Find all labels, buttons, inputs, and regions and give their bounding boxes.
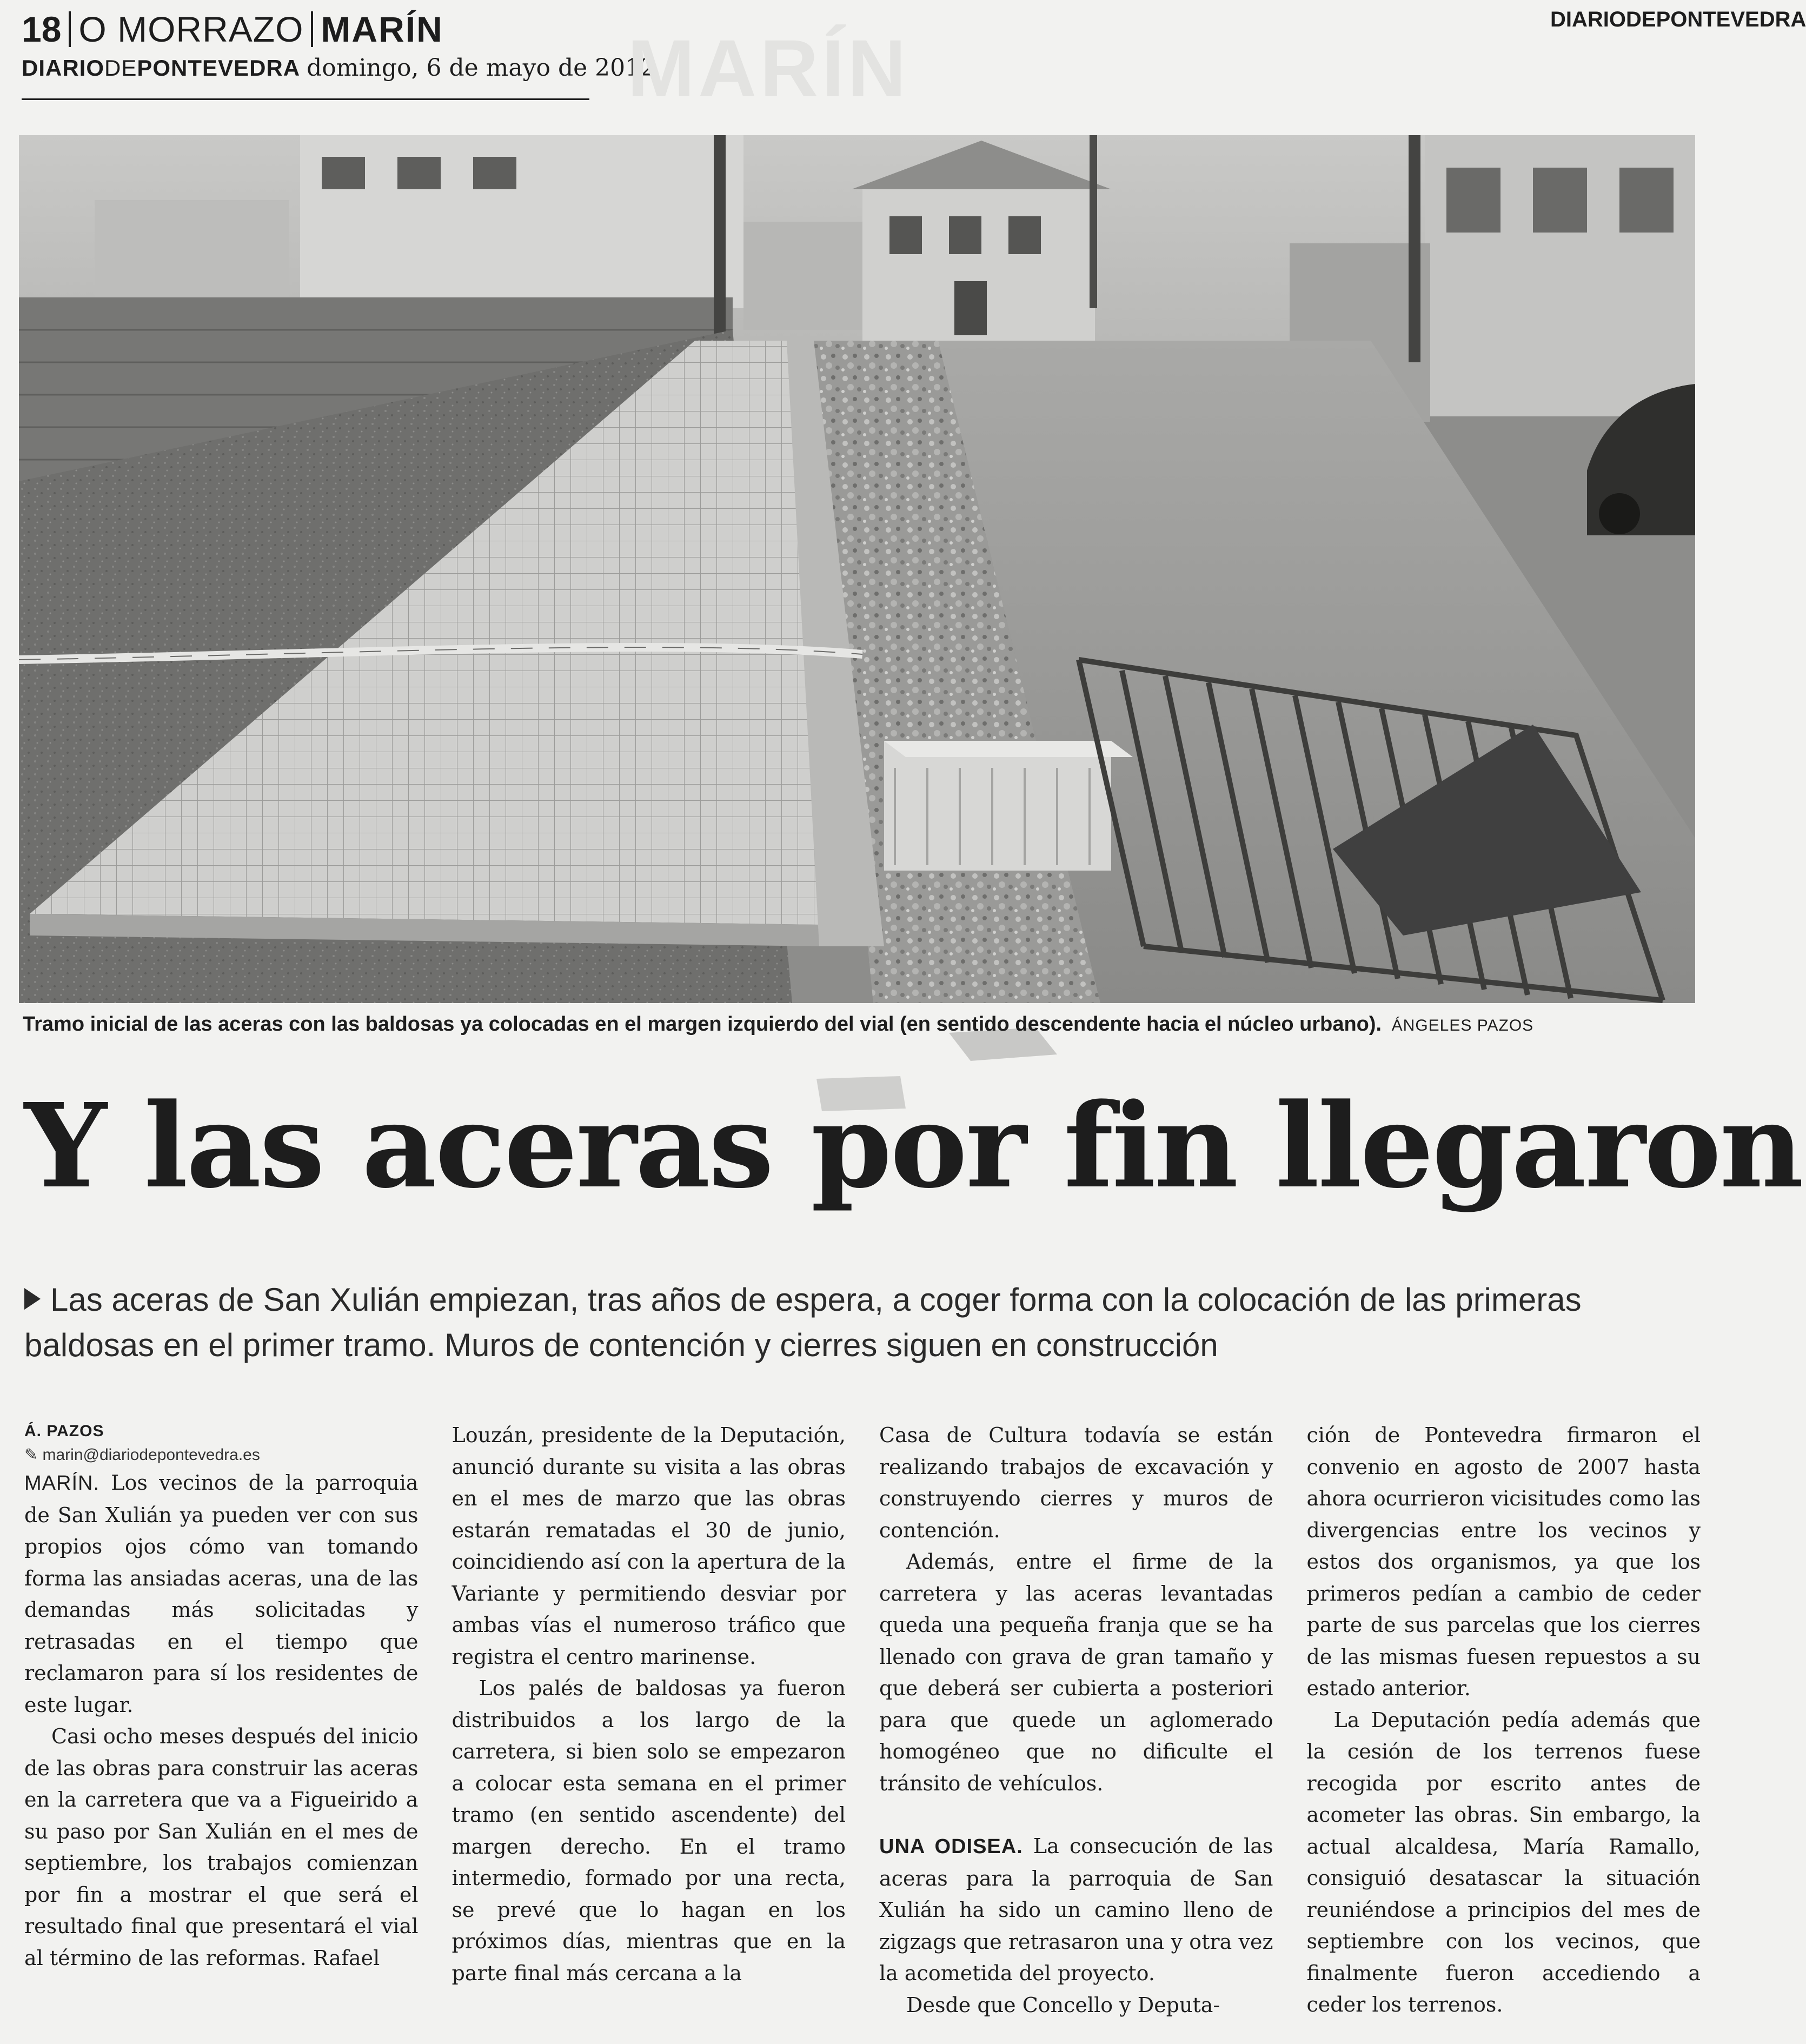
header-rule: [22, 98, 589, 100]
paragraph: Desde que Concello y Deputa-: [906, 1993, 1220, 2017]
paragraph: Además, entre el firme de la carretera y las aceras levantadas queda una pequeña franja que se ha llenado con grava de gran tamaño y que deberá ser cubierta a posteriori para que quede un aglomerado homogéneo que no dificulte el tránsito de vehículos.: [879, 1550, 1273, 1795]
header-divider: [69, 11, 71, 47]
right-masthead: DIARIODEPONTEVEDRA: [1550, 8, 1806, 31]
article-photo: [19, 135, 1695, 1003]
caption-text: Tramo inicial de las aceras con las baldosas ya colocadas en el margen izquierdo del vial (en sentido descendente hacia el núcleo urbano).: [23, 1013, 1382, 1036]
issue-date: domingo, 6 de mayo de 2012: [307, 54, 656, 82]
paragraph-text: Los vecinos de la parroquia de San Xulián ya pueden ver con sus propios ojos cómo van tomando forma las ansiadas aceras, una de las demandas más solicitadas y retrasadas en el tiempo que reclamaron para sí los residentes de este lugar.: [24, 1471, 419, 1717]
show-through-text: MARÍN: [627, 23, 909, 114]
email-text: marin@diariodepontevedra.es: [42, 1446, 260, 1464]
header-divider: [311, 11, 313, 47]
headline: Y las aceras por fin llegaron: [24, 1078, 1802, 1214]
town-name: MARÍN: [321, 9, 443, 49]
column-4: [1307, 1419, 1701, 2039]
street-works-photo: [19, 135, 1695, 1003]
page-number: 18: [22, 9, 62, 49]
paragraph: [879, 1830, 1273, 1989]
paragraph: ción de Pontevedra firmaron el convenio en agosto de 2007 hasta ahora ocurrieron vicisitudes como las divergencias entre los vecinos y estos dos organismos, ya que los primeros pedían a cambio de ceder parte de sus parcelas que los cierres de las mismas fuesen repuestos a su estado anterior.: [1306, 1423, 1701, 1700]
paper-name-part: DIARIO: [22, 55, 104, 81]
author-email: ✎ marin@diariodepontevedra.es: [24, 1446, 260, 1464]
paragraph: [24, 1467, 419, 1721]
column-1: [24, 1419, 419, 2039]
paragraph: Louzán, presidente de la Deputación, anunció durante su visita a las obras en el mes de marzo que las obras estarán rematadas el 30 de junio, coincidiendo así con la apertura de la Variante y permitiendo desviar por ambas vías el numeroso tráfico que registra el centro marinense.: [451, 1423, 846, 1669]
column-2: [452, 1419, 846, 2039]
triangle-bullet-icon: [24, 1288, 41, 1310]
dateline: MARÍN.: [24, 1472, 99, 1495]
paper-name-part: PONTEVEDRA: [137, 55, 301, 81]
header-section-line: [22, 8, 584, 51]
paragraph: La Deputación pedía además que la cesión de los terrenos fuese recogida por escrito antes de acometer las obras. Sin embargo, la actual alcaldesa, María Ramallo, consiguió desatascar la situación reuniéndose a principios del mes de septiembre con los vecinos, que finalmente fueron accediendo a ceder los terrenos.: [1306, 1708, 1701, 2016]
photo-caption: [23, 1010, 1699, 1040]
column-3: [879, 1419, 1273, 2039]
subtitle-text: Las aceras de San Xulián empiezan, tras años de espera, a coger forma con la colocación de las primeras baldosas en el primer tramo. Muros de contención y cierres siguen en construcción: [24, 1282, 1582, 1363]
paragraph-text: La consecución de las aceras para la parroquia de San Xulián ha sido un camino lleno de zigzags que retrasaron una y otra vez la acometida del proyecto.: [879, 1834, 1273, 1985]
article-body: [24, 1419, 1701, 2039]
photo-credit: ÁNGELES PAZOS: [1391, 1017, 1534, 1034]
paragraph: Casi ocho meses después del inicio de las obras para construir las aceras en la carretera que va a Figueirido a su paso por San Xulián en el mes de septiembre, los trabajos comienzan por fin a mostrar el que será el resultado final que presentará el vial al término de las reformas. Rafael: [24, 1724, 419, 1970]
subtitle: [24, 1277, 1706, 1368]
paper-name-part: DE: [104, 55, 137, 81]
section-name: O MORRAZO: [78, 9, 304, 49]
paper-name: [22, 55, 300, 81]
paragraph: Casa de Cultura todavía se están realizando trabajos de excavación y construyendo cierres y muros de contención.: [879, 1423, 1273, 1542]
section-kicker: UNA ODISEA.: [879, 1835, 1023, 1858]
page-header: [22, 8, 656, 82]
paragraph: Los palés de baldosas ya fueron distribuidos a los largo de la carretera, si bien solo se empezaron a colocar esta semana en el primer tramo (en sentido ascendente) del margen derecho. En el tramo intermedio, formado por una recta, se prevé que lo hagan en los próximos días, mientras que en la parte final más cercana a la: [451, 1676, 846, 1985]
header-date-line: [22, 54, 656, 82]
byline: Á. PAZOS: [24, 1422, 104, 1440]
